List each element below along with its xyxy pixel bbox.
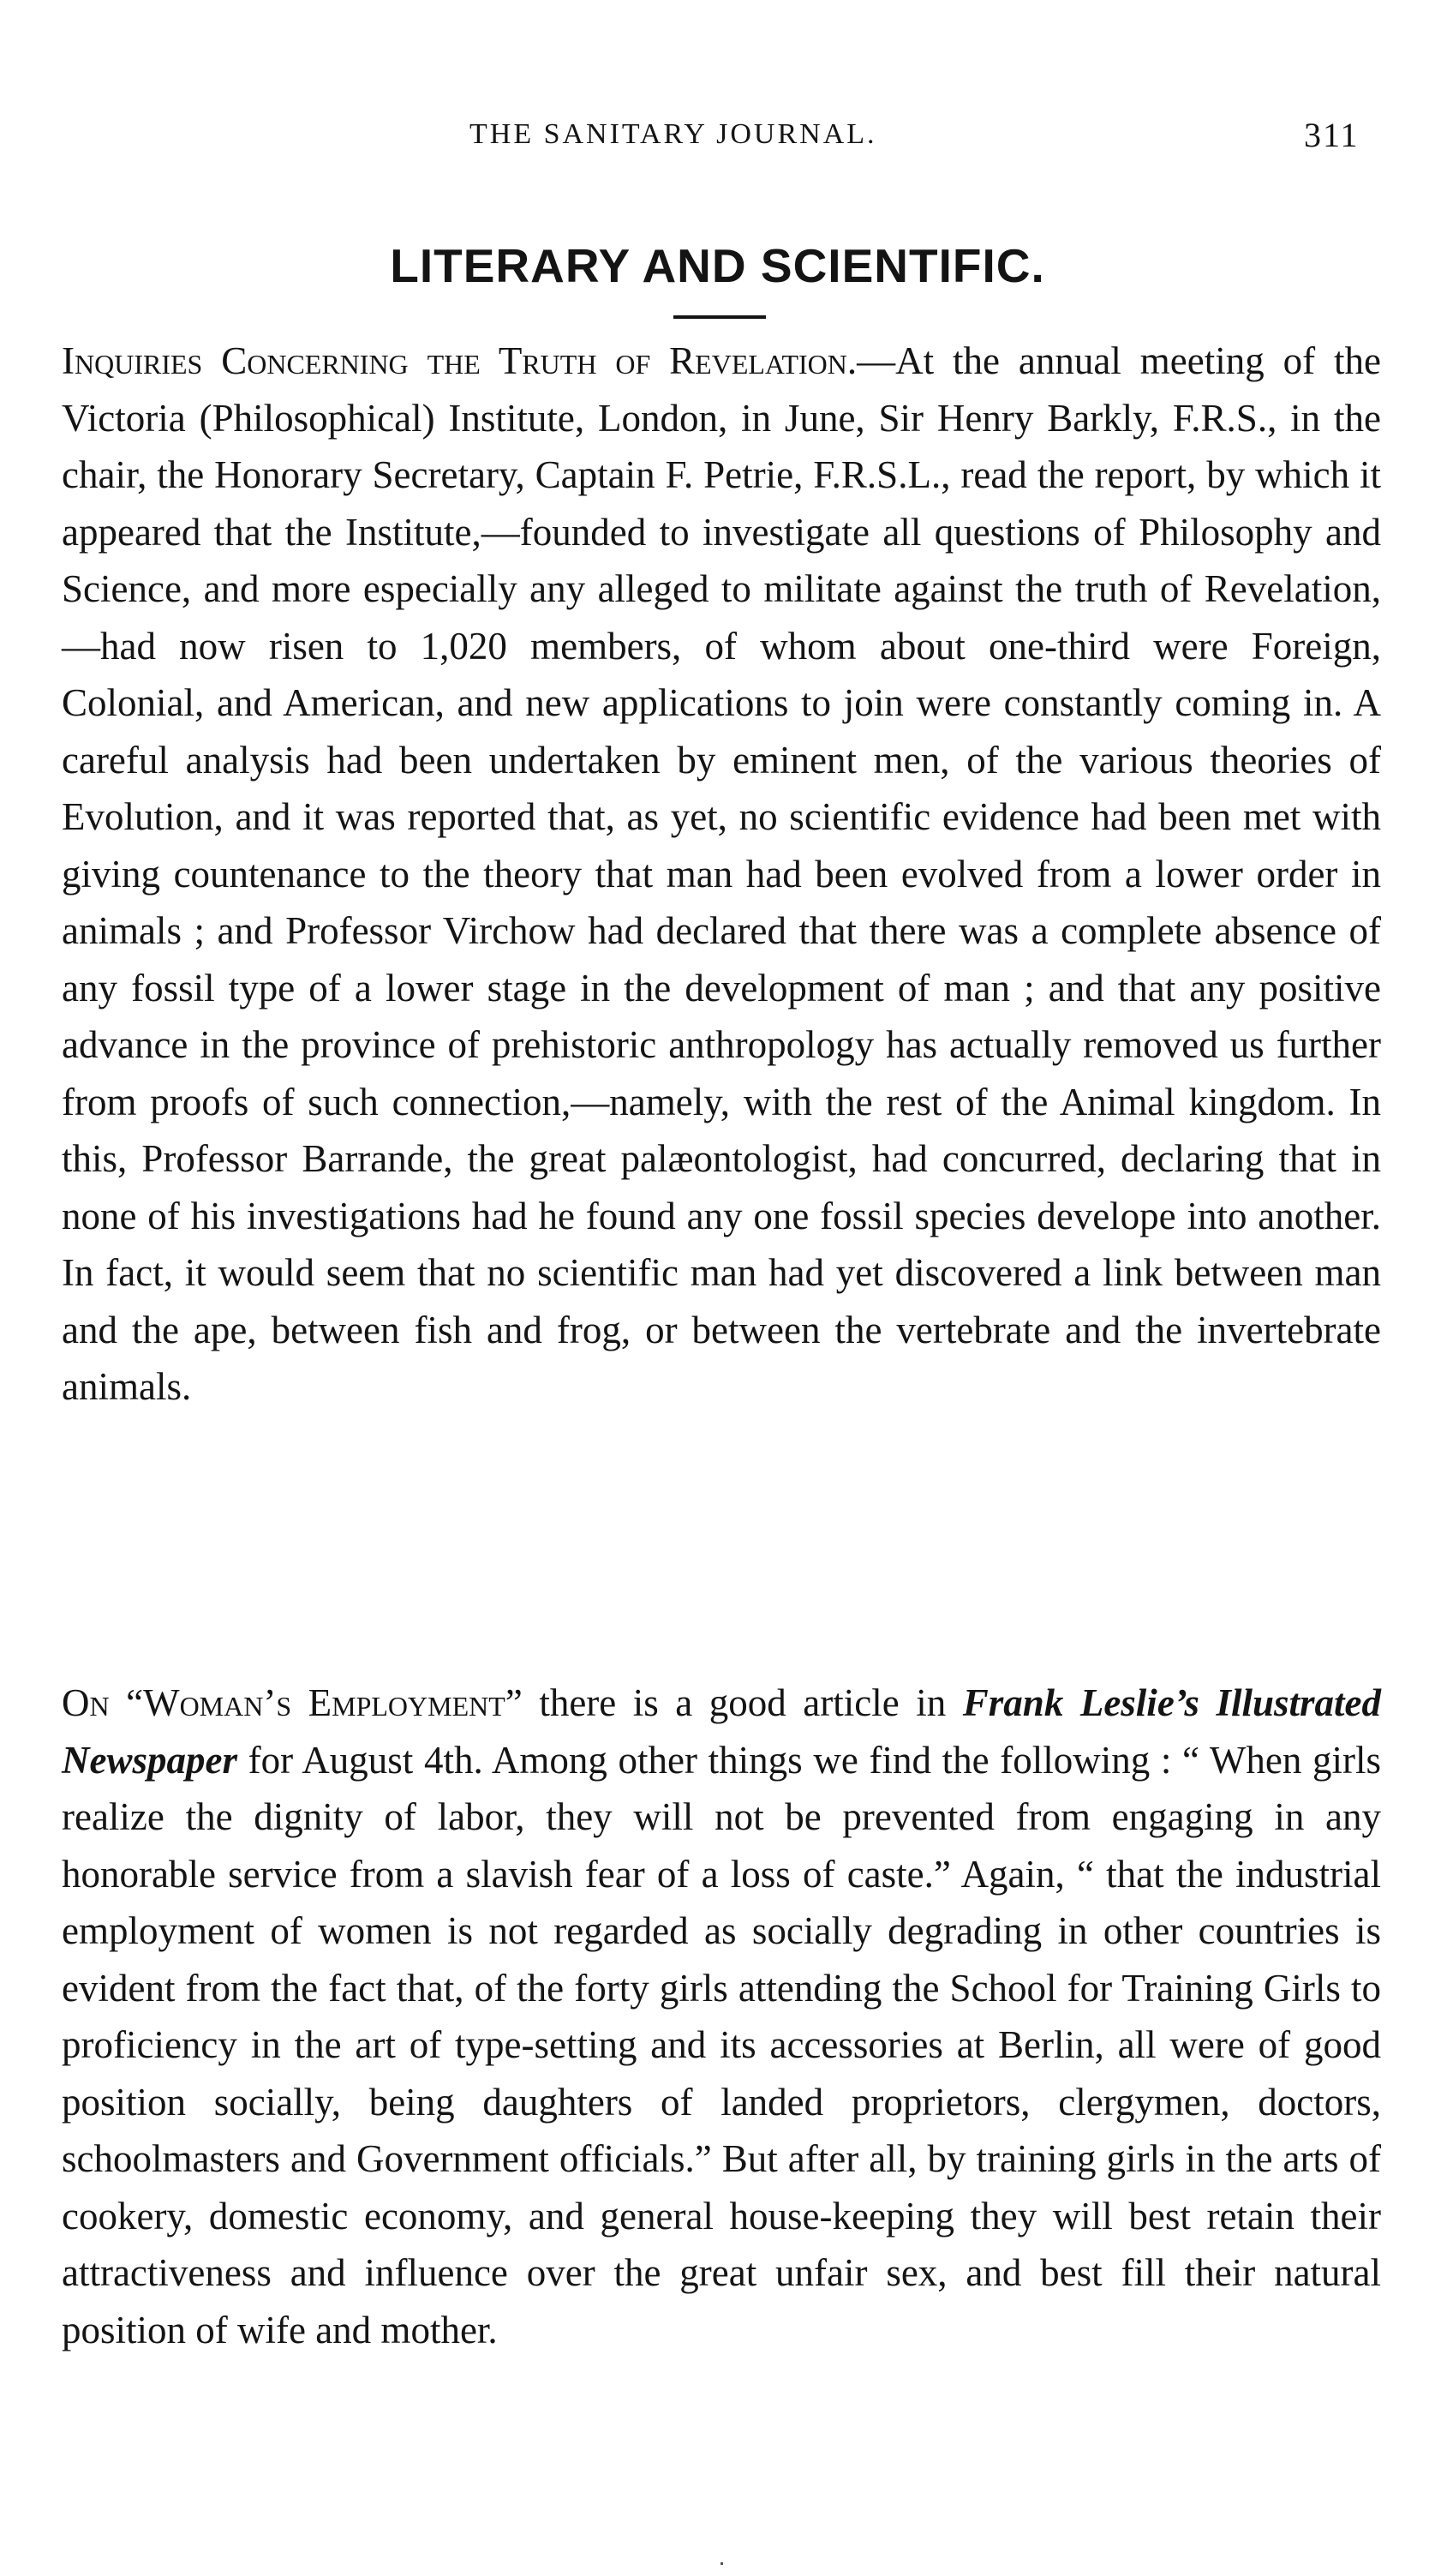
page-number: 311: [1304, 116, 1360, 154]
article-revelation: [62, 332, 1381, 1416]
page-speck: [720, 2562, 723, 2565]
section-title: LITERARY AND SCIENTIFIC.: [390, 239, 1045, 292]
article-employment-text-before: there is a good article in: [522, 1681, 963, 1724]
running-head: [0, 118, 1435, 170]
publication-title: Frank Leslie’s Illustrated Newspaper: [62, 1681, 1382, 1782]
article-revelation-text: —At the annual meeting of the Victoria (Philosophical) Institute, London, in June, Sir Henry Barkly, F.R.S., in the chair, the Honorary Secretary, Captain F. Petrie, F.R.S.L., read the report, by which it appeared that the Institute,—founded to investigate all questions of Philosophy and Science, and more especially any alleged to militate against the truth of Revelation,—had now risen to 1,020 members, of whom about one-third were Foreign, Colonial, and American, and new applications to join were constantly coming in. A careful analysis had been undertaken by eminent men, of the various theories of Evolution, and it was reported that, as yet, no scientific evidence had been met with giving countenance to the theory that man had been evolved from a lower order in animals ; and Professor Virchow had declared that there was a complete absence of any fossil type of a lower stage in the development of man ; and that any positive advance in the province of prehistoric anthropology has actually removed us further from proofs of such connection,—namely, with the rest of the Animal kingdom. In this, Professor Barrande, the great palæontologist, had concurred, declaring that in none of his investigations had he found any one fossil species develope into another. In fact, it would seem that no scientific man had yet discovered a link between man and the ape, between fish and frog, or between the vertebrate and the invertebrate animals.: [62, 339, 1381, 1408]
title-rule: [673, 315, 766, 319]
article-womans-employment: [62, 1674, 1381, 2358]
article-revelation-lead: Inquiries Concerning the Truth of Revelation.: [62, 339, 858, 382]
article-employment-lead: On “Woman’s Employment”: [62, 1681, 523, 1724]
journal-title: THE SANITARY JOURNAL.: [469, 118, 877, 150]
article-employment-text-after: for August 4th. Among other things we find the following : “ When girls realize the dignity of labor, they will not be prevented from engaging in any honorable service from a slavish fear of a loss of caste.” Again, “ that the industrial employment of women is not regarded as socially degrading in other countries is evident from the fact that, of the forty girls attending the School for Training Girls to proficiency in the art of type-setting and its accessories at Berlin, all were of good position socially, being daughters of landed proprietors, clergymen, doctors, schoolmasters and Government officials.” But after all, by training girls in the arts of cookery, domestic economy, and general house-keeping they will best retain their attractiveness and influence over the great unfair sex, and best fill their natural position of wife and mother.: [62, 1738, 1381, 2351]
